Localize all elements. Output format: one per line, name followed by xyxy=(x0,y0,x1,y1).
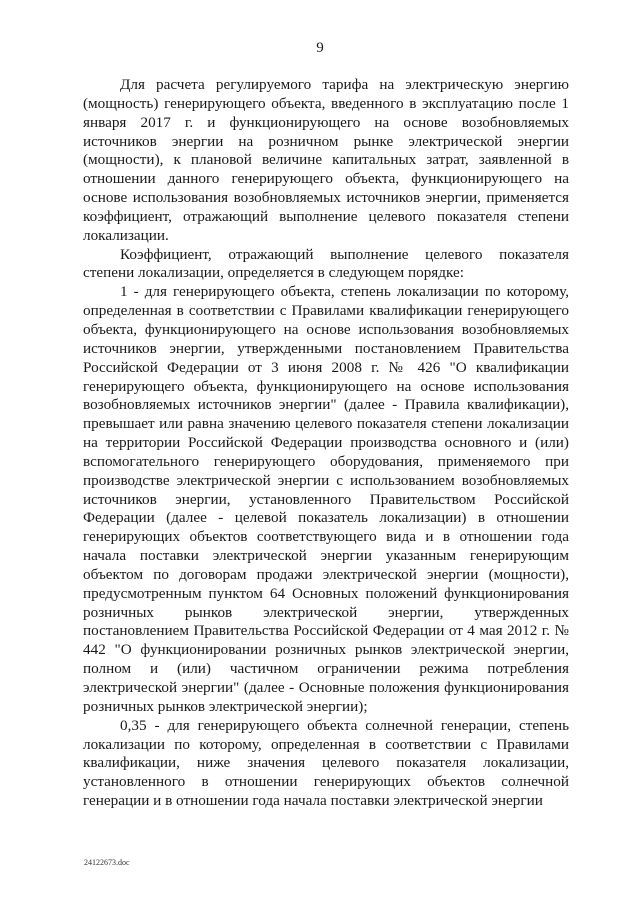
paragraph-coefficient-035: 0,35 - для генерирующего объекта солнечной генерации, степень локализации по которому, определенная в соответствии с Правилами квалификации, ниже значения целевого показателя локализации, установленного в отношении генерирующих объектов солнечной генерации и в отношении года начала поставки электрической энергии xyxy=(83,716,569,810)
document-body xyxy=(83,76,569,811)
paragraph-tariff-calculation: Для расчета регулируемого тарифа на электрическую энергию (мощность) генерирующего объекта, введенного в эксплуатацию после 1 января 2017 г. и функционирующего на основе возобновляемых источников энергии на розничном рынке электрической энергии (мощности), к плановой величине капитальных затрат, заявленной в отношении данного генерирующего объекта, функционирующего на основе использования возобновляемых источников энергии, применяется коэффициент, отражающий выполнение целевого показателя степени локализации. xyxy=(83,76,569,244)
paragraph-coefficient-definition: Коэффициент, отражающий выполнение целевого показателя степени локализации, определяется в следующем порядке: xyxy=(83,245,569,282)
footer-filename: 24122673.doc xyxy=(84,858,130,867)
paragraph-coefficient-1: 1 - для генерирующего объекта, степень локализации по которому, определенная в соответствии с Правилами квалификации генерирующего объекта, функционирующего на основе использования возобновляемых источников энергии, утвержденными постановлением Правительства Российской Федерации от 3 июня 2008 г. № 426 "О квалификации генерирующего объекта, функционирующего на основе использования возобновляемых источников энергии" (далее - Правила квалификации), превышает или равна значению целевого показателя степени локализации на территории Российской Федерации производства основного и (или) вспомогательного генерирующего оборудования, применяемого при производстве электрической энергии с использованием возобновляемых источников энергии, установленного Правительством Российской Федерации (далее - целевой показатель локализации) в отношении генерирующих объектов соответствующего вида и в отношении года начала поставки электрической энергии указанным генерирующим объектом по договорам продажи электрической энергии (мощности), предусмотренным пунктом 64 Основных положений функционирования розничных рынков электрической энергии, утвержденных постановлением Правительства Российской Федерации от 4 мая 2012 г. № 442 "О функционировании розничных рынков электрической энергии, полном и (или) частичном ограничении режима потребления электрической энергии" (далее - Основные положения функционирования розничных рынков электрической энергии); xyxy=(83,283,569,715)
page-number: 9 xyxy=(316,40,324,56)
